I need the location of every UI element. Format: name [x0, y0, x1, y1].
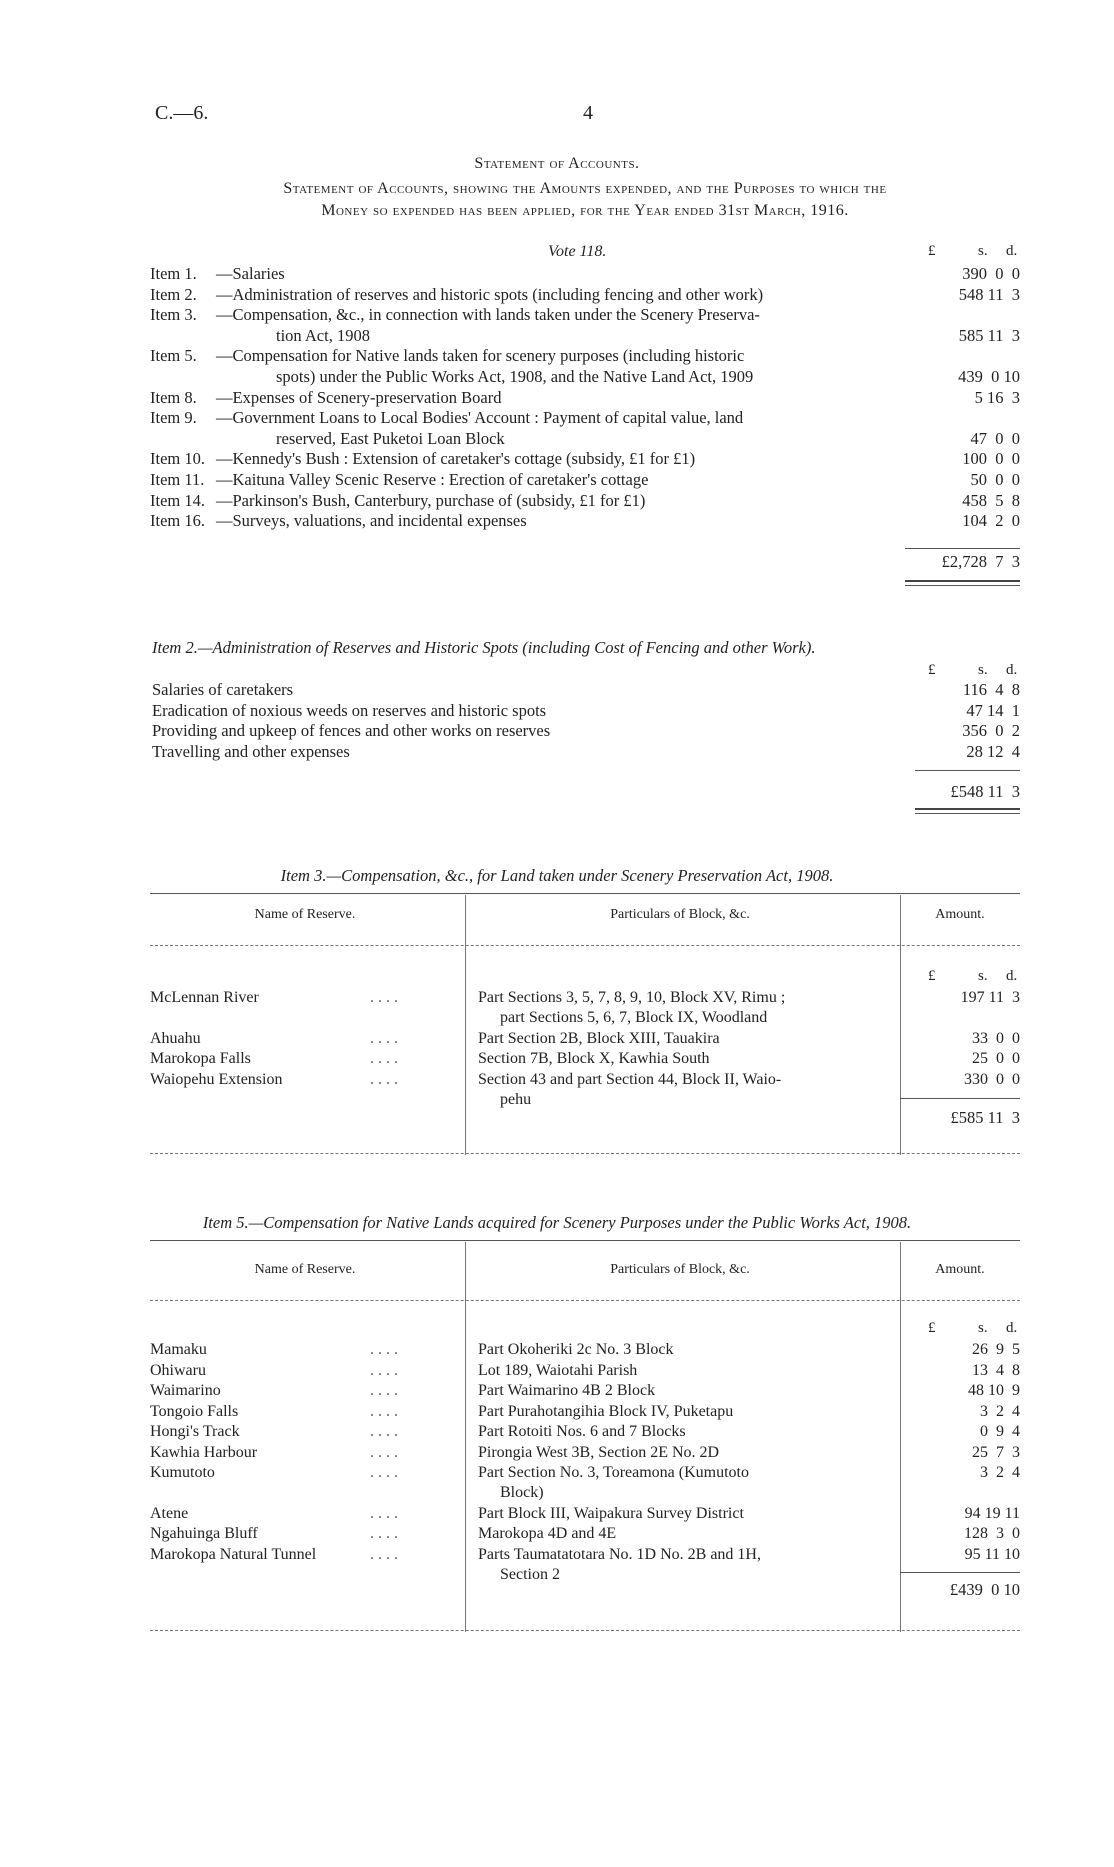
item5-name: Mamaku — [150, 1341, 207, 1358]
item5-header-rule — [150, 1300, 1020, 1301]
item3-name-leader: . . . . — [370, 989, 398, 1006]
item5-particulars: Part Block III, Waipakura Survey District — [478, 1504, 744, 1522]
item5-name: Ohiwaru — [150, 1361, 206, 1379]
item3-particulars: pehu — [500, 1090, 532, 1108]
item5-name: Ngahuinga Bluff — [150, 1525, 258, 1542]
item5-name: Kumutoto — [150, 1464, 215, 1481]
item5-name-leader: . . . . — [370, 1341, 398, 1358]
item5-particulars: Block) — [500, 1484, 544, 1501]
item2-amount: 116 4 8 — [962, 680, 1020, 699]
col-shillings: s. — [978, 662, 988, 678]
item5-header-particulars: Particulars of Block, &c. — [610, 1262, 750, 1277]
vote-item-row — [150, 388, 1020, 408]
vote-item-label: Item 9. — [150, 408, 197, 428]
item5-top-rule — [150, 1240, 1020, 1241]
item2-amount: 356 0 2 — [962, 721, 1020, 740]
vote-item-text: —Parkinson's Bush, Canterbury, purchase of (subsidy, £1 for £1) — [216, 490, 646, 510]
item5-amount: 0 9 4 — [980, 1423, 1020, 1440]
item3-divider-1 — [465, 895, 466, 1155]
item3-name: Marokopa Falls — [150, 1050, 251, 1067]
item3-particulars: Part Sections 3, 5, 7, 8, 9, 10, Block XV, Rimu ; — [478, 989, 786, 1006]
item5-name: Tongoio Falls — [150, 1402, 239, 1420]
vote-item-row — [150, 346, 1020, 366]
item5-total-rule — [900, 1572, 1020, 1573]
col-pounds: £ — [928, 243, 936, 259]
page-code: C.—6. — [155, 102, 209, 124]
vote-item-amount: 50 0 0 — [970, 470, 1020, 489]
vote-item-row — [150, 305, 1020, 325]
item2-heading: Item 2.—Administration of Reserves and Historic Spots (including Cost of Fencing and other Work). — [152, 638, 816, 657]
item5-amount: 13 4 8 — [972, 1361, 1020, 1379]
vote-total-rule — [905, 548, 1020, 549]
item5-header-amount: Amount. — [935, 1262, 985, 1277]
vote-item-amount: 458 5 8 — [962, 490, 1020, 510]
vote-item-text: —Kennedy's Bush : Extension of caretaker's cottage (subsidy, £1 for £1) — [216, 449, 696, 469]
item3-total-rule — [900, 1098, 1020, 1099]
item3-total: £585 11 3 — [950, 1108, 1020, 1127]
item3-amount: 197 11 3 — [960, 989, 1020, 1006]
vote-double-rule-1 — [905, 580, 1020, 582]
item3-heading: Item 3.—Compensation, &c., for Land taken under Scenery Preservation Act, 1908. — [280, 866, 834, 885]
item5-amount: 3 2 4 — [980, 1402, 1020, 1420]
item5-particulars: Section 2 — [500, 1565, 560, 1583]
vote-item-text: tion Act, 1908 — [276, 325, 370, 345]
vote-item-row — [150, 408, 1020, 428]
vote-item-row — [150, 511, 1020, 531]
col-pounds: £ — [928, 662, 936, 678]
item2-total-rule — [915, 770, 1020, 771]
item5-name-leader: . . . . — [370, 1525, 398, 1542]
item3-header-amount: Amount. — [935, 907, 985, 922]
item5-particulars: Part Okoheriki 2c No. 3 Block — [478, 1341, 674, 1358]
vote-item-label: Item 11. — [150, 470, 205, 489]
vote-item-amount: 47 0 0 — [970, 428, 1020, 448]
col-pence: d. — [1006, 968, 1018, 984]
vote-item-row — [150, 367, 1020, 387]
vote-item-amount: 548 11 3 — [958, 284, 1020, 304]
page-number: 4 — [583, 102, 593, 124]
item5-amount: 95 11 10 — [964, 1545, 1020, 1563]
vote-item-row — [150, 491, 1020, 511]
vote-item-row — [150, 285, 1020, 305]
vote-item-label: Item 14. — [150, 490, 205, 510]
vote-item-amount: 100 0 0 — [962, 449, 1020, 469]
item3-particulars: part Sections 5, 6, 7, Block IX, Woodland — [500, 1009, 768, 1026]
item5-amount: 25 7 3 — [972, 1443, 1020, 1461]
item5-amount: 128 3 0 — [964, 1525, 1020, 1542]
vote-heading: Vote 118. — [548, 243, 607, 260]
subtitle-line-1: Statement of Accounts, showing the Amounts expended, and the Purposes to which the — [283, 180, 887, 197]
item5-total: £439 0 10 — [949, 1580, 1020, 1599]
vote-total: £2,728 7 3 — [941, 552, 1020, 571]
item3-amount: 25 0 0 — [972, 1050, 1020, 1067]
vote-double-rule-2 — [905, 585, 1020, 586]
item2-desc: Travelling and other expenses — [152, 741, 350, 761]
vote-item-text: —Expenses of Scenery-preservation Board — [216, 387, 502, 407]
item5-amount: 94 19 11 — [964, 1504, 1020, 1522]
vote-item-label: Item 8. — [150, 387, 197, 407]
item2-row — [150, 701, 1020, 721]
vote-item-amount: 585 11 3 — [958, 325, 1020, 345]
item3-amount: 330 0 0 — [964, 1070, 1020, 1088]
vote-item-label: Item 1. — [150, 264, 197, 283]
item5-name-leader: . . . . — [370, 1382, 398, 1399]
vote-item-amount: 390 0 0 — [962, 264, 1020, 283]
item3-amount: 33 0 0 — [972, 1029, 1020, 1047]
item2-amount: 28 12 4 — [966, 741, 1020, 761]
item5-name-leader: . . . . — [370, 1443, 398, 1461]
vote-item-row — [150, 326, 1020, 346]
col-pence: d. — [1006, 1320, 1018, 1336]
item5-divider-1 — [465, 1242, 466, 1632]
col-shillings: s. — [978, 968, 988, 984]
vote-item-label: Item 5. — [150, 346, 197, 366]
item2-row — [150, 721, 1020, 741]
vote-item-label: Item 16. — [150, 511, 205, 531]
vote-item-amount: 439 0 10 — [958, 367, 1020, 386]
col-pence: d. — [1006, 662, 1018, 678]
vote-item-text: —Government Loans to Local Bodies' Account : Payment of capital value, land — [216, 408, 744, 428]
item5-name: Marokopa Natural Tunnel — [150, 1545, 317, 1563]
item2-double-rule-2 — [915, 813, 1020, 814]
item5-particulars: Pirongia West 3B, Section 2E No. 2D — [478, 1443, 720, 1461]
page-title: Statement of Accounts. — [474, 155, 640, 172]
vote-item-row — [150, 449, 1020, 469]
col-pence: d. — [1006, 243, 1018, 259]
item3-name-leader: . . . . — [370, 1070, 398, 1088]
item5-particulars: Part Waimarino 4B 2 Block — [478, 1382, 656, 1399]
item3-header-rule — [150, 945, 1020, 946]
item3-particulars: Section 7B, Block X, Kawhia South — [478, 1050, 710, 1067]
item5-name-leader: . . . . — [370, 1402, 398, 1420]
vote-item-text: —Compensation, &c., in connection with lands taken under the Scenery Preserva- — [216, 305, 760, 325]
item5-particulars: Part Rotoiti Nos. 6 and 7 Blocks — [478, 1423, 686, 1440]
item5-name-leader: . . . . — [370, 1361, 398, 1379]
item5-name: Waimarino — [150, 1382, 221, 1399]
item2-total: £548 11 3 — [950, 782, 1020, 801]
item5-amount: 48 10 9 — [968, 1382, 1020, 1399]
subtitle-line-2: Money so expended has been applied, for the Year ended 31st March, 1916. — [321, 202, 849, 219]
col-shillings: s. — [978, 1320, 988, 1336]
item3-bottom-rule — [150, 1153, 1020, 1154]
item5-name-leader: . . . . — [370, 1464, 398, 1481]
item5-name: Hongi's Track — [150, 1423, 240, 1440]
item2-desc: Providing and upkeep of fences and other works on reserves — [152, 721, 551, 740]
item3-name-leader: . . . . — [370, 1050, 398, 1067]
item5-particulars: Parts Taumatatotara No. 1D No. 2B and 1H, — [478, 1545, 761, 1563]
item5-amount: 3 2 4 — [980, 1464, 1020, 1481]
item5-heading: Item 5.—Compensation for Native Lands acquired for Scenery Purposes under the Public Works Act, 1908. — [202, 1213, 912, 1232]
item3-name-leader: . . . . — [370, 1029, 398, 1047]
col-pounds: £ — [928, 1320, 936, 1336]
item2-row — [150, 680, 1020, 700]
item5-particulars: Marokopa 4D and 4E — [478, 1525, 617, 1542]
item5-bottom-rule — [150, 1630, 1020, 1631]
vote-item-row — [150, 429, 1020, 449]
vote-item-text: spots) under the Public Works Act, 1908, and the Native Land Act, 1909 — [276, 367, 754, 386]
vote-item-text: —Kaituna Valley Scenic Reserve : Erection of caretaker's cottage — [216, 470, 649, 489]
item5-name: Kawhia Harbour — [150, 1443, 258, 1461]
col-pounds: £ — [928, 968, 936, 984]
vote-item-label: Item 10. — [150, 449, 205, 469]
item2-desc: Salaries of caretakers — [152, 680, 294, 699]
vote-item-text: —Administration of reserves and historic spots (including fencing and other work) — [216, 284, 764, 304]
vote-item-label: Item 3. — [150, 305, 197, 325]
item5-particulars: Part Section No. 3, Toreamona (Kumutoto — [478, 1464, 749, 1481]
item3-name: McLennan River — [150, 989, 259, 1006]
vote-item-row — [150, 264, 1020, 284]
vote-item-text: —Salaries — [216, 264, 285, 283]
item3-top-rule — [150, 893, 1020, 894]
vote-item-amount: 5 16 3 — [974, 387, 1020, 407]
vote-item-amount: 104 2 0 — [962, 511, 1020, 531]
vote-item-row — [150, 470, 1020, 490]
item3-particulars: Section 43 and part Section 44, Block II, Waio- — [478, 1070, 782, 1088]
vote-item-text: —Surveys, valuations, and incidental expenses — [216, 511, 527, 531]
vote-item-text: —Compensation for Native lands taken for scenery purposes (including historic — [216, 346, 745, 366]
item3-header-name: Name of Reserve. — [254, 907, 356, 922]
item5-name-leader: . . . . — [370, 1423, 398, 1440]
item3-particulars: Part Section 2B, Block XIII, Tauakira — [478, 1029, 720, 1047]
item5-name-leader: . . . . — [370, 1504, 398, 1522]
col-shillings: s. — [978, 243, 988, 259]
item5-name-leader: . . . . — [370, 1545, 398, 1563]
item2-double-rule-1 — [915, 808, 1020, 810]
item3-name: Ahuahu — [150, 1029, 201, 1047]
vote-item-text: reserved, East Puketoi Loan Block — [276, 428, 505, 448]
item2-row — [150, 742, 1020, 762]
item3-header-particulars: Particulars of Block, &c. — [610, 907, 750, 922]
item5-name: Atene — [150, 1504, 189, 1522]
item3-name: Waiopehu Extension — [150, 1070, 283, 1088]
item2-desc: Eradication of noxious weeds on reserves and historic spots — [152, 700, 547, 720]
item5-header-name: Name of Reserve. — [254, 1262, 356, 1277]
item5-particulars: Part Purahotangihia Block IV, Puketapu — [478, 1402, 734, 1420]
item5-amount: 26 9 5 — [972, 1341, 1020, 1358]
item2-amount: 47 14 1 — [966, 700, 1020, 720]
vote-item-label: Item 2. — [150, 284, 197, 304]
item5-particulars: Lot 189, Waiotahi Parish — [478, 1361, 638, 1379]
